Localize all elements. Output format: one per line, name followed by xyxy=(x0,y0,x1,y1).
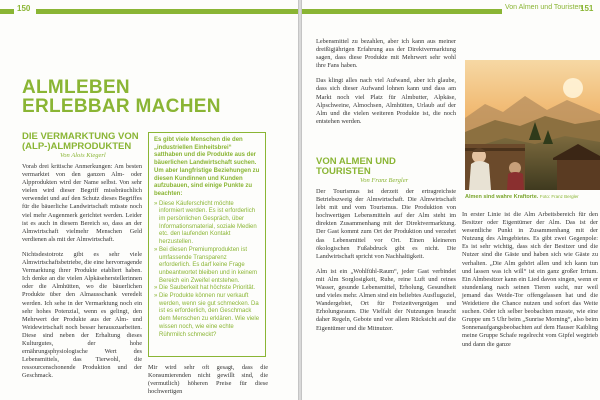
info-box xyxy=(148,132,266,357)
info-box-intro: Es gibt viele Menschen die den „industriellen Einheitsbrei“ satthaben und die Produkte aus der bäuerlichen Landwirtschaft suchen. Um aber langfristige Beziehungen zu diesen Kundinnen und Kunden aufzubauen, sind einige Punkte zu beachten: xyxy=(154,137,260,197)
left-page xyxy=(0,0,298,400)
chapter-title-line: ERLEBBAR MACHEN xyxy=(22,96,221,117)
paragraph: Nichtsdestotrotz gibt es sehr viele Almwirtschaftsbetriebe, die eine hervorragende Vermarktung ihrer Produkte etabliert haben. Ich denke an die vielen Alpkäseherstellerinnen oder die Almhütten, wo die bäuerlichen Produkte über den Almausschank veredelt werden. Ich sehe in der Vermarktung noch ein sehr hohes Potenzial, wenn es gelingt, den Mehrwert der Produkte aus der Alm- und Weidewirtschaft noch besser herauszuarbeiten. Diese sind neben der Erhaltung dieses Kulturgutes, der hohe ernährungsphysiologische Wert des Lebensmittels, das Tierwohl, die ressourcenschonende Produktion und der Geschmack. xyxy=(22,250,142,380)
info-box-bullet: » Die Produkte können nur verkauft werden, wenn sie gut schmecken. Da ist es erforderlich, den Geschmack dem Menschen zu erklären. Wie viele wissen noch, wie eine echte Rührmilch schmeckt? xyxy=(154,293,260,338)
paragraph: Mir wird sehr oft gesagt, dass die Konsumierenden nicht gewillt sind, die (vermutlich) höheren Preise für diese hochwertigen xyxy=(148,364,268,396)
body-column xyxy=(462,211,598,356)
info-box-bullet: » Diese Käuferschicht möchte informiert werden. Es ist erforderlich im persönlichen Gespräch, über Informationsmaterial, soziale Medien etc. den laufenden Kontakt herzustellen. xyxy=(154,200,257,246)
running-title: Von Almen und Touristen xyxy=(505,4,583,11)
info-box-bullet: » Bei diesen Premiumprodukten ist umfassende Transparenz erforderlich. Es darf keine Frage unbeantwortet bleiben und in keinem Bereich ein Zweifel entstehen. xyxy=(154,246,258,284)
paragraph: Alm ist ein „Wohlfühl-Raum“, jeder Gast verbindet mit Alm Sorglosigkeit, Ruhe, reine Luft und reines Wasser, gesunde Lebensmittel, Erholung, Gesundheit und vieles mehr. Almen sind ein beliebtes Ausflugsziel, Wandergebiet, Ort für Freizeitvergnügen und Erholungsraum. Die Vielfalt der Nutzungen braucht daher Regeln, Gebote und vor allem Rücksicht auf die Eigentümer und die Mitnutzer. xyxy=(316,267,456,332)
header-rule xyxy=(0,9,14,14)
paragraph: Der Tourismus ist derzeit der ertragreichste Betriebszweig der Almwirtschaft. Die Almwirtschaft lebt mit und vom Tourismus. Die Produktion von hochwertigen Lebensmitteln auf der Alm steht im direkten Zusammenhang mit der Direktvermarktung. Der Gast kommt zum Ort der Produktion und verzehrt das Lebensmittel vor Ort. Einen kleineren ökologischen Fußabdruck gibt es nicht. Die Landwirtschaft spricht von Nachhaltigkeit. xyxy=(316,188,456,260)
info-box-list xyxy=(154,201,260,340)
body-column xyxy=(22,163,142,387)
section-heading-line: DIE VERMARKTUNG VON xyxy=(22,131,139,142)
paragraph: In erster Linie ist die Alm Arbeitsbereich für den Besitzer oder Eigentümer der Alm. Das ist der wesentliche Punkt in Zusammenhang mit der Nutzung des Almgebietes. Es gibt zwei Gegenpole: Es ist sehr wichtig, dass sich der Besitzer und die Nutzer sind die Gäste und haben sich wie Gäste zu verhalten. „Die Alm gehört allen und ich kann tun und lassen was ich will“ ist ein ganz großer Irrtum. Ein Almbesitzer kann ein Lied davon singen, wenn er stundenlang nach seinen Tieren sucht, nur weil jemand das Weide-Tor offengelassen hat und die Weidetiere die Chance nutzen und sofort das Weite suchen. Oder ich selber beobachten musste, wie eine Gruppe um 5 Uhr beim „Sunrise Morning“, also beim Sonnenaufgangsbeobachten auf dem Hauser Kaibling meine Gruppe Schafe regelrecht vom Gipfel wegtrieb und dann die ganze xyxy=(462,211,598,348)
section-heading xyxy=(22,132,147,161)
section-heading-line: (ALP-)ALMPRODUKTEN xyxy=(22,140,132,152)
info-box-bullet: » Die Sauberkeit hat höchste Priorität. xyxy=(154,285,256,292)
paragraph: Das klingt alles nach viel Aufwand, aber ich glaube, dass sich dieser Aufwand lohnen kann und dass am Markt noch viel Platz für Almbutter, Alpkäse, Alpschweine, Almochsen, Almhütten, Urlaub auf der Alm und die vielen weiteren Produkte ist, die noch entstehen werden. xyxy=(316,77,456,125)
section-heading xyxy=(316,157,456,186)
alpine-photo-graphic xyxy=(465,60,600,190)
page-number: 150 xyxy=(17,4,31,13)
body-column xyxy=(316,188,456,340)
page-number: 151 xyxy=(580,4,594,13)
caption-text: Almen sind wahre Kraftorte. xyxy=(465,194,539,200)
chapter-title xyxy=(22,78,221,116)
header-rule xyxy=(302,9,502,14)
header-rule xyxy=(36,9,298,14)
chapter-title-line: ALMLEBEN xyxy=(22,77,130,98)
paragraph: Vorab drei kritische Anmerkungen: Am besten vermarktet von den ganzen Alm- oder Alpprodukten wird der Name selbst. Von sehr vielen wird dieser Begriff missbräuchlich verwendet und auf den Schutz dieses Begriffes für die bäuerliche Landwirtschaft müsste noch viel mehr Augenmerk gerichtet werden. Leider ist es auch in diesem Bereich so, dass an der Almwirtschaft vielmehr Menschen Geld verdienen als mit der Almwirtschaft. xyxy=(22,163,142,243)
paragraph: Lebensmittel zu bezahlen, aber ich kann aus meiner dreißigjährigen Erfahrung aus der Direktvermarktung sagen, dass diese Produkte mit Mehrwert sehr wohl ihre Fans haben. xyxy=(316,38,456,70)
right-page xyxy=(302,0,600,400)
body-column xyxy=(316,38,456,133)
alpine-photo xyxy=(465,60,600,190)
byline: Von Alois Kiegerl xyxy=(60,152,106,159)
photo-caption xyxy=(465,193,600,201)
caption-credit: Foto: Franz Bergler xyxy=(539,194,579,199)
body-column xyxy=(148,364,268,400)
section-heading-line: VON ALMEN UND xyxy=(316,156,396,167)
section-heading-line: TOURISTEN xyxy=(316,165,371,177)
byline: Von Franz Bergler xyxy=(360,177,409,184)
